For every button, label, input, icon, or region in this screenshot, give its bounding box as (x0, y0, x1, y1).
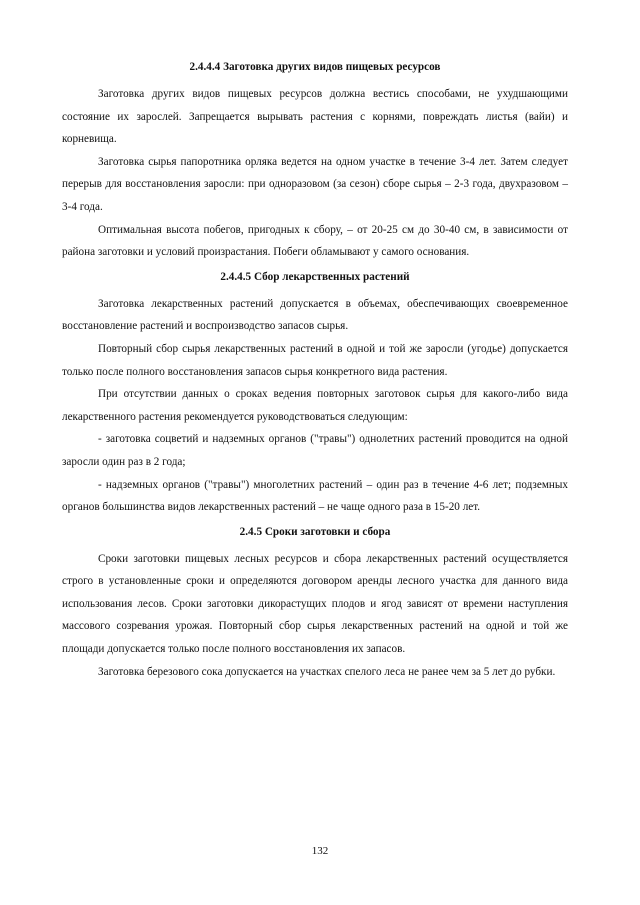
page-number: 132 (311, 845, 329, 857)
paragraph: Заготовка березового сока допускается на участках спелого леса не ранее чем за 5 лет до рубки. (98, 665, 556, 678)
paragraph: Заготовка других видов пищевых ресурсов должна вестись способами, не ухудшающими состояние их зарослей. Запрещается вырывать растения с корнями, повреждать листья (вайи) и корневища. (62, 88, 568, 146)
paragraph: Заготовка лекарственных растений допускается в объемах, обеспечивающих своевременное восстановление растений и воспроизводство запасов сырья. (62, 297, 568, 333)
section-heading: 2.4.5 Сроки заготовки и сбора (239, 525, 391, 538)
paragraph: При отсутствии данных о сроках ведения повторных заготовок сырья для какого-либо вида лекарственного растения рекомендуется руководствоваться следующим: (62, 388, 568, 423)
section-2-4-4-5 (62, 270, 568, 519)
paragraph: Заготовка сырья папоротника орляка ведется на одном участке в течение 3-4 лет. Затем следует перерыв для восстановления заросли: при одноразовом (за сезон) сборе сырья – 2-3 года, двухразовом – 3-4 года. (62, 155, 568, 213)
section-2-4-5 (62, 525, 568, 684)
section-heading: 2.4.4.5 Сбор лекарственных растений (220, 270, 410, 283)
list-item: - заготовка соцветий и надземных органов ("травы") однолетних растений проводится на одной заросли один раз в 2 года; (62, 433, 568, 468)
paragraph: Оптимальная высота побегов, пригодных к сбору, – от 20-25 см до 30-40 см, в зависимости от района заготовки и условий произрастания. Побеги обламывают у самого основания. (62, 223, 568, 259)
list-item: - надземных органов ("травы") многолетних растений – один раз в течение 4-6 лет; подземных органов большинства видов лекарственных растений – не чаще одного раза в 15-20 лет. (62, 478, 568, 514)
paragraph: Сроки заготовки пищевых лесных ресурсов и сбора лекарственных растений осуществляется строго в установленные сроки и определяются договором аренды лесного участка для данного вида использования лесов. Сроки заготовки дикорастущих плодов и ягод зависят от времени наступления массового созревания урожая. Повторный сбор сырья лекарственных растений на одной и той же площади допускается только после полного восстановления их запасов. (62, 552, 568, 656)
section-heading: 2.4.4.4 Заготовка других видов пищевых ресурсов (189, 61, 441, 73)
paragraph: Повторный сбор сырья лекарственных растений в одной и той же заросли (угодье) допускается только после полного восстановления запасов сырья конкретного вида растения. (62, 342, 568, 378)
document-page (62, 60, 568, 683)
section-2-4-4-4 (62, 60, 568, 264)
